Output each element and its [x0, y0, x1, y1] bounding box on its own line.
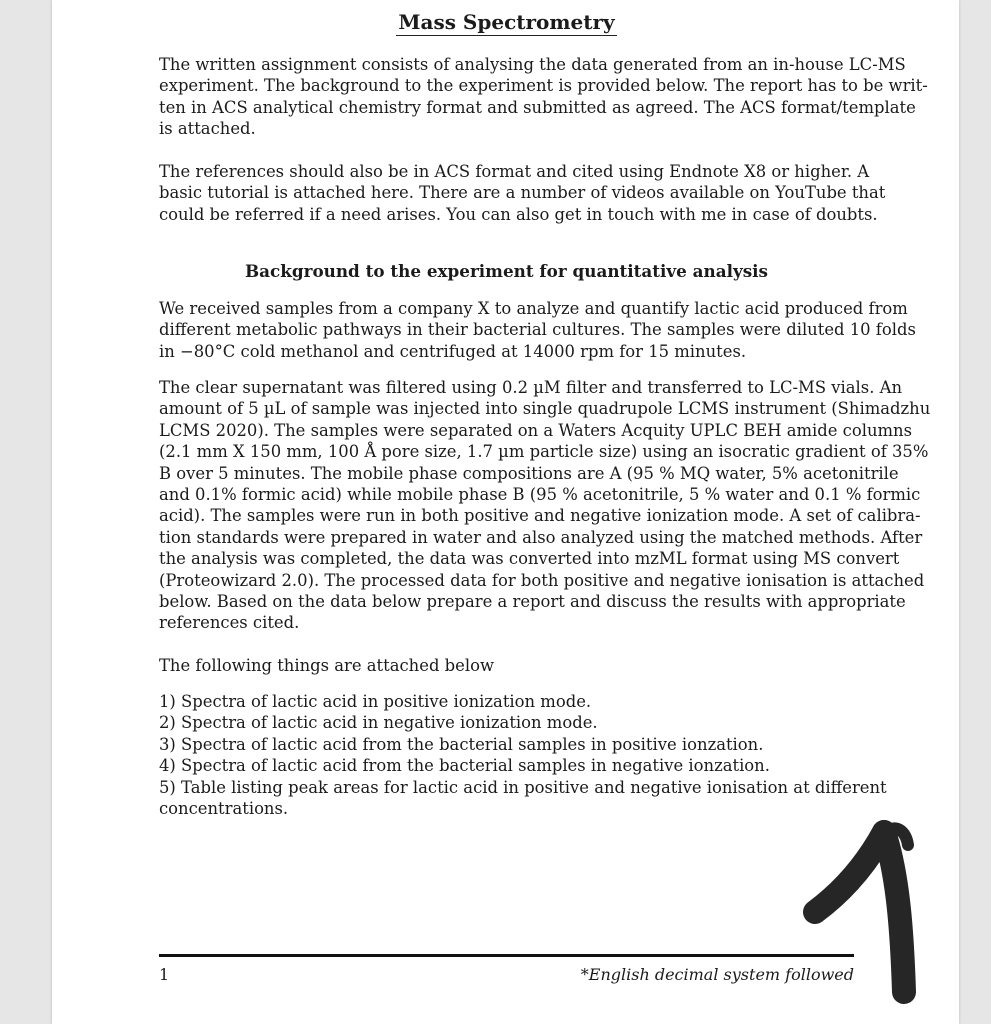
method-line: (2.1 mm X 150 mm, 100 Å pore size, 1.7 µm particle size) using an isocratic gradient of 35%	[159, 442, 929, 462]
method-line: The clear supernatant was filtered using 0.2 µM filter and transferred to LC-MS vials. An	[159, 378, 903, 397]
attachments-intro-text: The following things are attached below	[159, 656, 494, 675]
attachments-intro	[159, 655, 854, 676]
intro-line: experiment. The background to the experiment is provided below. The report has to be writ-	[159, 76, 928, 96]
list-item: concentrations.	[159, 799, 289, 819]
references-line: basic tutorial is attached here. There are a number of videos available on YouTube that	[159, 183, 886, 203]
intro-paragraph	[159, 54, 928, 140]
method-line: and 0.1% formic acid) while mobile phase B (95 % acetonitrile, 5 % water and 0.1 % formic	[159, 485, 921, 505]
attachments-list	[159, 691, 887, 819]
intro-line: is attached.	[159, 119, 256, 139]
method-line: tion standards were prepared in water and also analyzed using the matched methods. After	[159, 527, 923, 547]
list-item: 2) Spectra of lactic acid in negative ionization mode.	[159, 713, 598, 733]
references-paragraph	[159, 161, 886, 225]
intro-line: The written assignment consists of analysing the data generated from an in-house LC-MS	[159, 55, 906, 74]
list-item: 5) Table listing peak areas for lactic acid in positive and negative ionisation at different	[159, 777, 887, 797]
method-line: LCMS 2020). The samples were separated on a Waters Acquity UPLC BEH amide columns	[159, 420, 913, 440]
references-line: could be referred if a need arises. You can also get in touch with me in case of doubts.	[159, 204, 878, 224]
intro-line: ten in ACS analytical chemistry format and submitted as agreed. The ACS format/template	[159, 97, 916, 117]
references-line: The references should also be in ACS format and cited using Endnote X8 or higher. A	[159, 162, 870, 181]
background-line: We received samples from a company X to analyze and quantify lactic acid produced from	[159, 299, 908, 318]
list-item: 3) Spectra of lactic acid from the bacterial samples in positive ionzation.	[159, 734, 764, 754]
page-number: 1	[159, 965, 170, 984]
method-paragraph	[159, 377, 931, 634]
background-line: in −80°C cold methanol and centrifuged at 14000 rpm for 15 minutes.	[159, 341, 747, 361]
method-line: below. Based on the data below prepare a report and discuss the results with appropriate	[159, 592, 906, 612]
method-line: the analysis was completed, the data was converted into mzML format using MS convert	[159, 549, 900, 569]
document-title: Mass Spectrometry	[398, 10, 615, 34]
method-line: (Proteowizard 2.0). The processed data for both positive and negative ionisation is attached	[159, 570, 925, 590]
method-line: amount of 5 µL of sample was injected into single quadrupole LCMS instrument (Shimadzhu	[159, 399, 931, 419]
method-line: acid). The samples were run in both positive and negative ionization mode. A set of calibra-	[159, 506, 921, 526]
footer-rule	[159, 954, 854, 957]
method-line: references cited.	[159, 613, 300, 633]
background-paragraph	[159, 298, 916, 362]
method-line: B over 5 minutes. The mobile phase compositions are A (95 % MQ water, 5% acetonitrile	[159, 463, 899, 483]
background-line: different metabolic pathways in their bacterial cultures. The samples were diluted 10 folds	[159, 320, 916, 340]
section-title: Background to the experiment for quantitative analysis	[244, 261, 769, 281]
footnote: *English decimal system followed	[580, 965, 854, 984]
document-page	[52, 0, 959, 1024]
list-item: 4) Spectra of lactic acid from the bacterial samples in negative ionzation.	[159, 756, 770, 776]
list-item: 1) Spectra of lactic acid in positive ionization mode.	[159, 692, 592, 711]
